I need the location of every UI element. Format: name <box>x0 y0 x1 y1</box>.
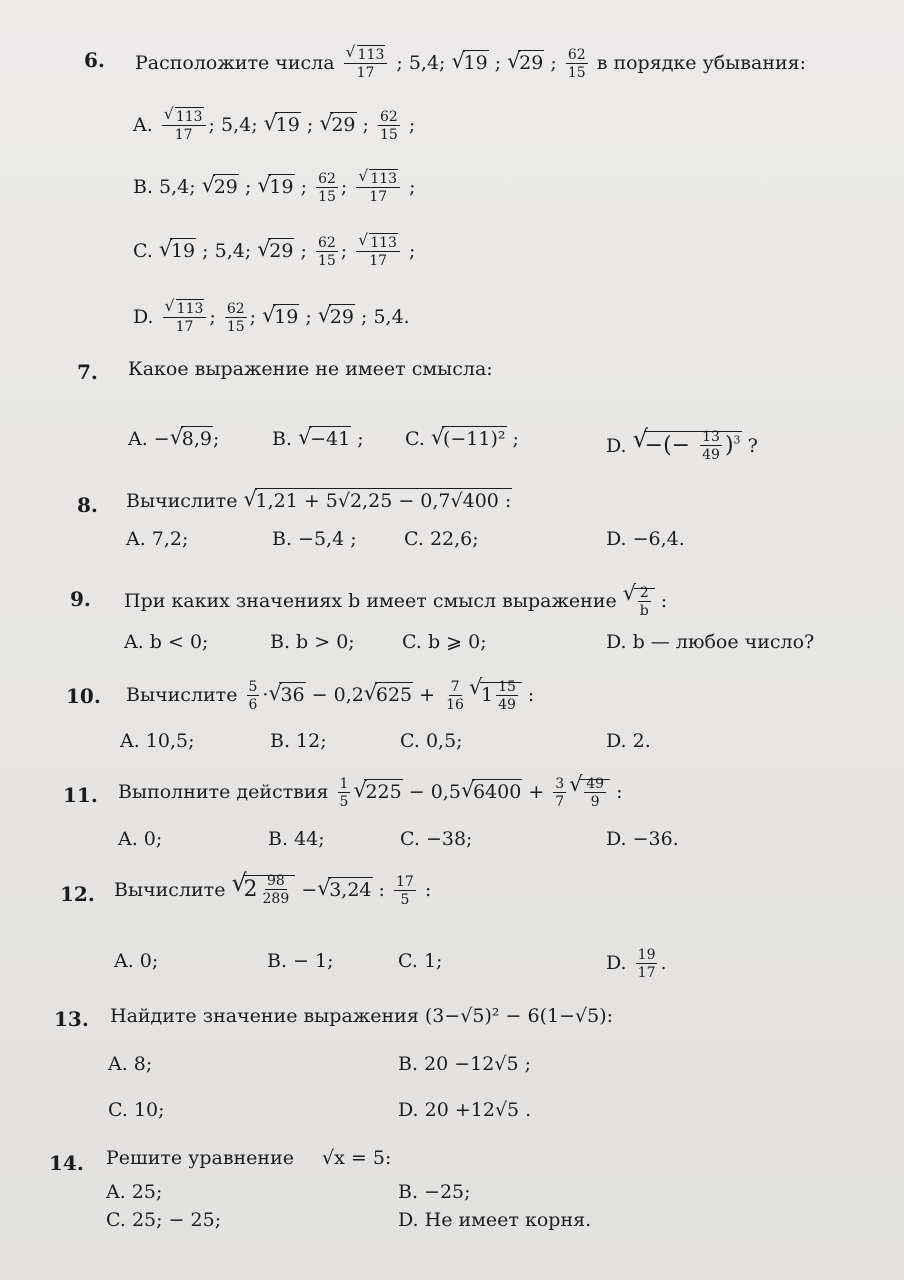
question-number: 11. <box>63 783 98 807</box>
question-number: 8. <box>77 493 98 517</box>
option-b[interactable]: B. b > 0; <box>270 631 355 653</box>
option-c[interactable]: C. 22,6; <box>404 528 479 550</box>
question-number: 9. <box>70 587 91 611</box>
option-a[interactable]: A. −√ 8,9; <box>128 430 219 449</box>
option-b[interactable]: B. − 1; <box>267 950 334 972</box>
question-number: 6. <box>84 48 105 72</box>
option-c[interactable]: C. 1; <box>398 950 443 972</box>
question-text: Расположите числа √ $\frac{113}{17}$ ; 5,4; √ 19 ; √ 29 ; $\frac{62}{15}$ в порядке убывания: <box>135 48 806 80</box>
question-text: Вычислите √ 2 $\frac{98}{289}$ −√ 3,24 : $\frac{17}{5}$ : <box>114 874 431 907</box>
option-d[interactable]: D. √ $\frac{113}{17}$ ; $\frac{62}{15}$ ; √ 19 ; √ 29 ; 5,4. <box>133 302 410 334</box>
question-text: Найдите значение выражения (3−√5)² − 6(1−√5): <box>110 1005 614 1027</box>
option-d[interactable]: D. Не имеет корня. <box>398 1209 592 1231</box>
question-text: Решите уравнение √x = 5: <box>106 1147 392 1169</box>
option-d[interactable]: D. √ −(− $\frac{13}{49}$ )$^3$ ? <box>606 430 758 462</box>
question-number: 14. <box>49 1151 84 1175</box>
option-a[interactable]: A. 0; <box>114 950 159 972</box>
option-c[interactable]: C. √ (−11)² ; <box>405 430 519 449</box>
option-a[interactable]: A. 8; <box>108 1053 153 1075</box>
option-d[interactable]: D. b — любое число? <box>606 631 815 653</box>
question-text: Какое выражение не имеет смысла: <box>128 358 493 380</box>
option-b[interactable]: B. −25; <box>398 1181 471 1203</box>
question-text: При каких значениях b имеет смысл выражение √ $\frac{2}{b}$ : <box>124 586 667 618</box>
option-d[interactable]: D. $\frac{19}{17}$ . <box>606 947 667 981</box>
option-b[interactable]: B. √ −41 ; <box>272 430 364 449</box>
question-number: 12. <box>60 882 95 906</box>
option-c[interactable]: C. 10; <box>108 1099 165 1121</box>
option-a[interactable]: A. 10,5; <box>120 730 195 752</box>
option-a[interactable]: A. b < 0; <box>124 631 209 653</box>
option-c[interactable]: C. −38; <box>400 828 473 850</box>
question-number: 7. <box>77 360 98 384</box>
option-b[interactable]: B. −5,4 ; <box>272 528 357 550</box>
option-a[interactable]: A. 25; <box>106 1181 163 1203</box>
option-a[interactable]: A. 0; <box>118 828 163 850</box>
question-text: Вычислите $\frac{5}{6}$ ·√ 36 − 0,2√ 625 + $\frac{7}{16}$ √ 1 $\frac{15}{49}$ : <box>126 680 534 712</box>
option-d[interactable]: D. 20 +12√5 . <box>398 1099 532 1121</box>
question-text: Выполните действия $\frac{1}{5}$ √ 225 − 0,5√ 6400 + $\frac{3}{7}$ √ $\frac{49}{9}$ : <box>118 777 623 809</box>
option-b[interactable]: B. 20 −12√5 ; <box>398 1053 531 1075</box>
option-c[interactable]: C. 25; − 25; <box>106 1209 222 1231</box>
option-b[interactable]: B. 5,4; √ 29 ; √ 19 ; $\frac{62}{15}$ ; √ $\frac{113}{17}$ ; <box>133 172 416 204</box>
option-a[interactable]: A. √ $\frac{113}{17}$ ; 5,4; √ 19 ; √ 29 ; $\frac{62}{15}$ ; <box>133 110 415 142</box>
option-a[interactable]: A. 7,2; <box>126 528 189 550</box>
option-b[interactable]: B. 44; <box>268 828 325 850</box>
question-number: 10. <box>66 684 101 708</box>
question-number: 13. <box>54 1007 89 1031</box>
option-d[interactable]: D. 2. <box>606 730 651 752</box>
option-b[interactable]: B. 12; <box>270 730 327 752</box>
option-c[interactable]: C. b ⩾ 0; <box>402 631 487 653</box>
question-text: Вычислите √ 1,21 + 5√2,25 − 0,7√400 : <box>126 492 512 511</box>
option-d[interactable]: D. −6,4. <box>606 528 685 550</box>
option-d[interactable]: D. −36. <box>606 828 679 850</box>
option-c[interactable]: C. 0,5; <box>400 730 463 752</box>
option-c[interactable]: C. √ 19 ; 5,4; √ 29 ; $\frac{62}{15}$ ; √ $\frac{113}{17}$ ; <box>133 236 415 268</box>
